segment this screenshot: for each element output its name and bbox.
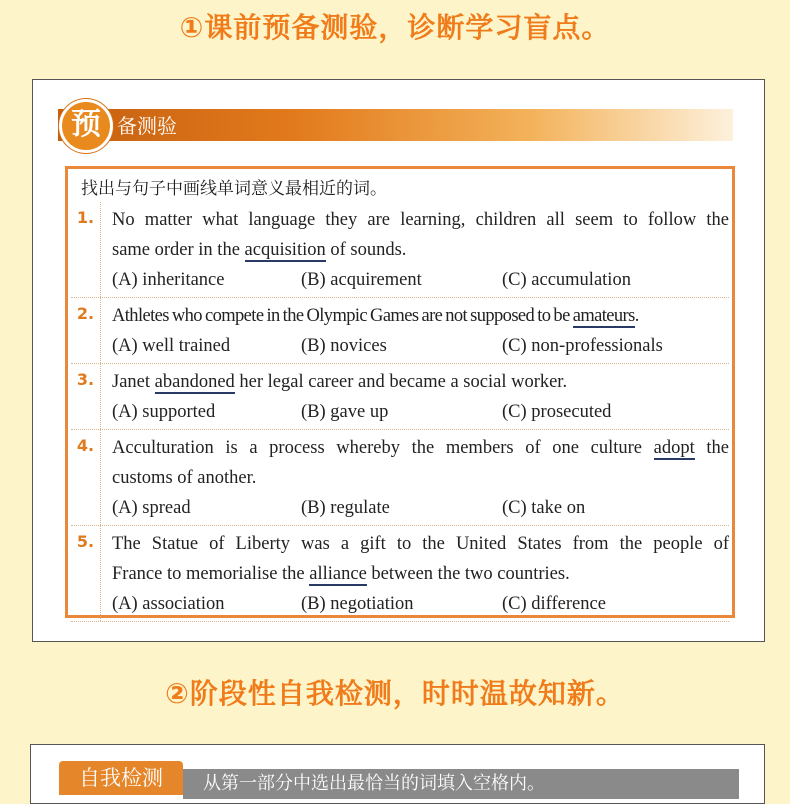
pretest-title: 备测验 — [117, 114, 177, 138]
underlined-word: abandoned — [154, 372, 235, 392]
option-a[interactable]: (A) association — [112, 594, 225, 614]
question-text-line: Janet abandoned her legal career and became a social worker. — [112, 372, 568, 392]
option-a[interactable]: (A) spread — [112, 498, 191, 518]
question-item — [71, 202, 729, 298]
underlined-word: amateurs — [572, 306, 635, 326]
underlined-word: adopt — [653, 438, 695, 458]
option-b[interactable]: (B) gave up — [301, 402, 389, 422]
options-row — [112, 589, 729, 619]
question-text-line: customs of another. — [112, 468, 257, 488]
option-c[interactable]: (C) take on — [502, 498, 586, 518]
question-item — [71, 526, 729, 622]
question-text-line: The Statue of Liberty was a gift to the United States from the people of — [112, 534, 729, 554]
underlined-word: alliance — [309, 564, 367, 584]
pretest-card — [32, 79, 765, 642]
question-list — [71, 202, 729, 622]
underlined-word: acquisition — [244, 240, 326, 260]
question-number: 2. — [71, 298, 101, 363]
option-a[interactable]: (A) supported — [112, 402, 216, 422]
option-b[interactable]: (B) negotiation — [301, 594, 414, 614]
option-b[interactable]: (B) novices — [301, 336, 387, 356]
options-row — [112, 331, 729, 361]
question-number: 5. — [71, 526, 101, 621]
option-a[interactable]: (A) well trained — [112, 336, 231, 356]
section-heading-selftest: ②阶段性自我检测，时时温故知新。 — [165, 677, 625, 710]
option-c[interactable]: (C) difference — [502, 594, 606, 614]
option-c[interactable]: (C) non-professionals — [502, 336, 663, 356]
question-number: 4. — [71, 430, 101, 525]
question-number: 3. — [71, 364, 101, 429]
pretest-badge: 预 — [59, 99, 113, 153]
question-text-line: same order in the acquisition of sounds. — [112, 240, 407, 260]
question-item — [71, 430, 729, 526]
instruction-text: 找出与句子中画线单词意义最相近的词。 — [81, 179, 387, 199]
question-number: 1. — [71, 202, 101, 297]
option-a[interactable]: (A) inheritance — [112, 270, 225, 290]
question-text-line: Athletes who compete in the Olympic Games are not supposed to be amateurs. — [112, 306, 639, 326]
option-c[interactable]: (C) accumulation — [502, 270, 631, 290]
question-text-line: France to memorialise the alliance between the two countries. — [112, 564, 570, 584]
question-item — [71, 364, 729, 430]
option-b[interactable]: (B) regulate — [301, 498, 390, 518]
selftest-tag: 自我检测 — [59, 761, 183, 795]
option-b[interactable]: (B) acquirement — [301, 270, 422, 290]
selftest-instruction: 从第一部分中选出最恰当的词填入空格内。 — [183, 769, 739, 799]
options-row — [112, 493, 729, 523]
options-row — [112, 397, 729, 427]
section-heading-pretest: ①课前预备测验，诊断学习盲点。 — [179, 11, 611, 44]
question-item — [71, 298, 729, 364]
question-text-line: No matter what language they are learning, children all seem to follow the — [112, 210, 729, 230]
selftest-card — [30, 744, 765, 804]
question-text-line: Acculturation is a process whereby the members of one culture adopt the — [112, 438, 729, 458]
option-c[interactable]: (C) prosecuted — [502, 402, 612, 422]
options-row — [112, 265, 729, 295]
